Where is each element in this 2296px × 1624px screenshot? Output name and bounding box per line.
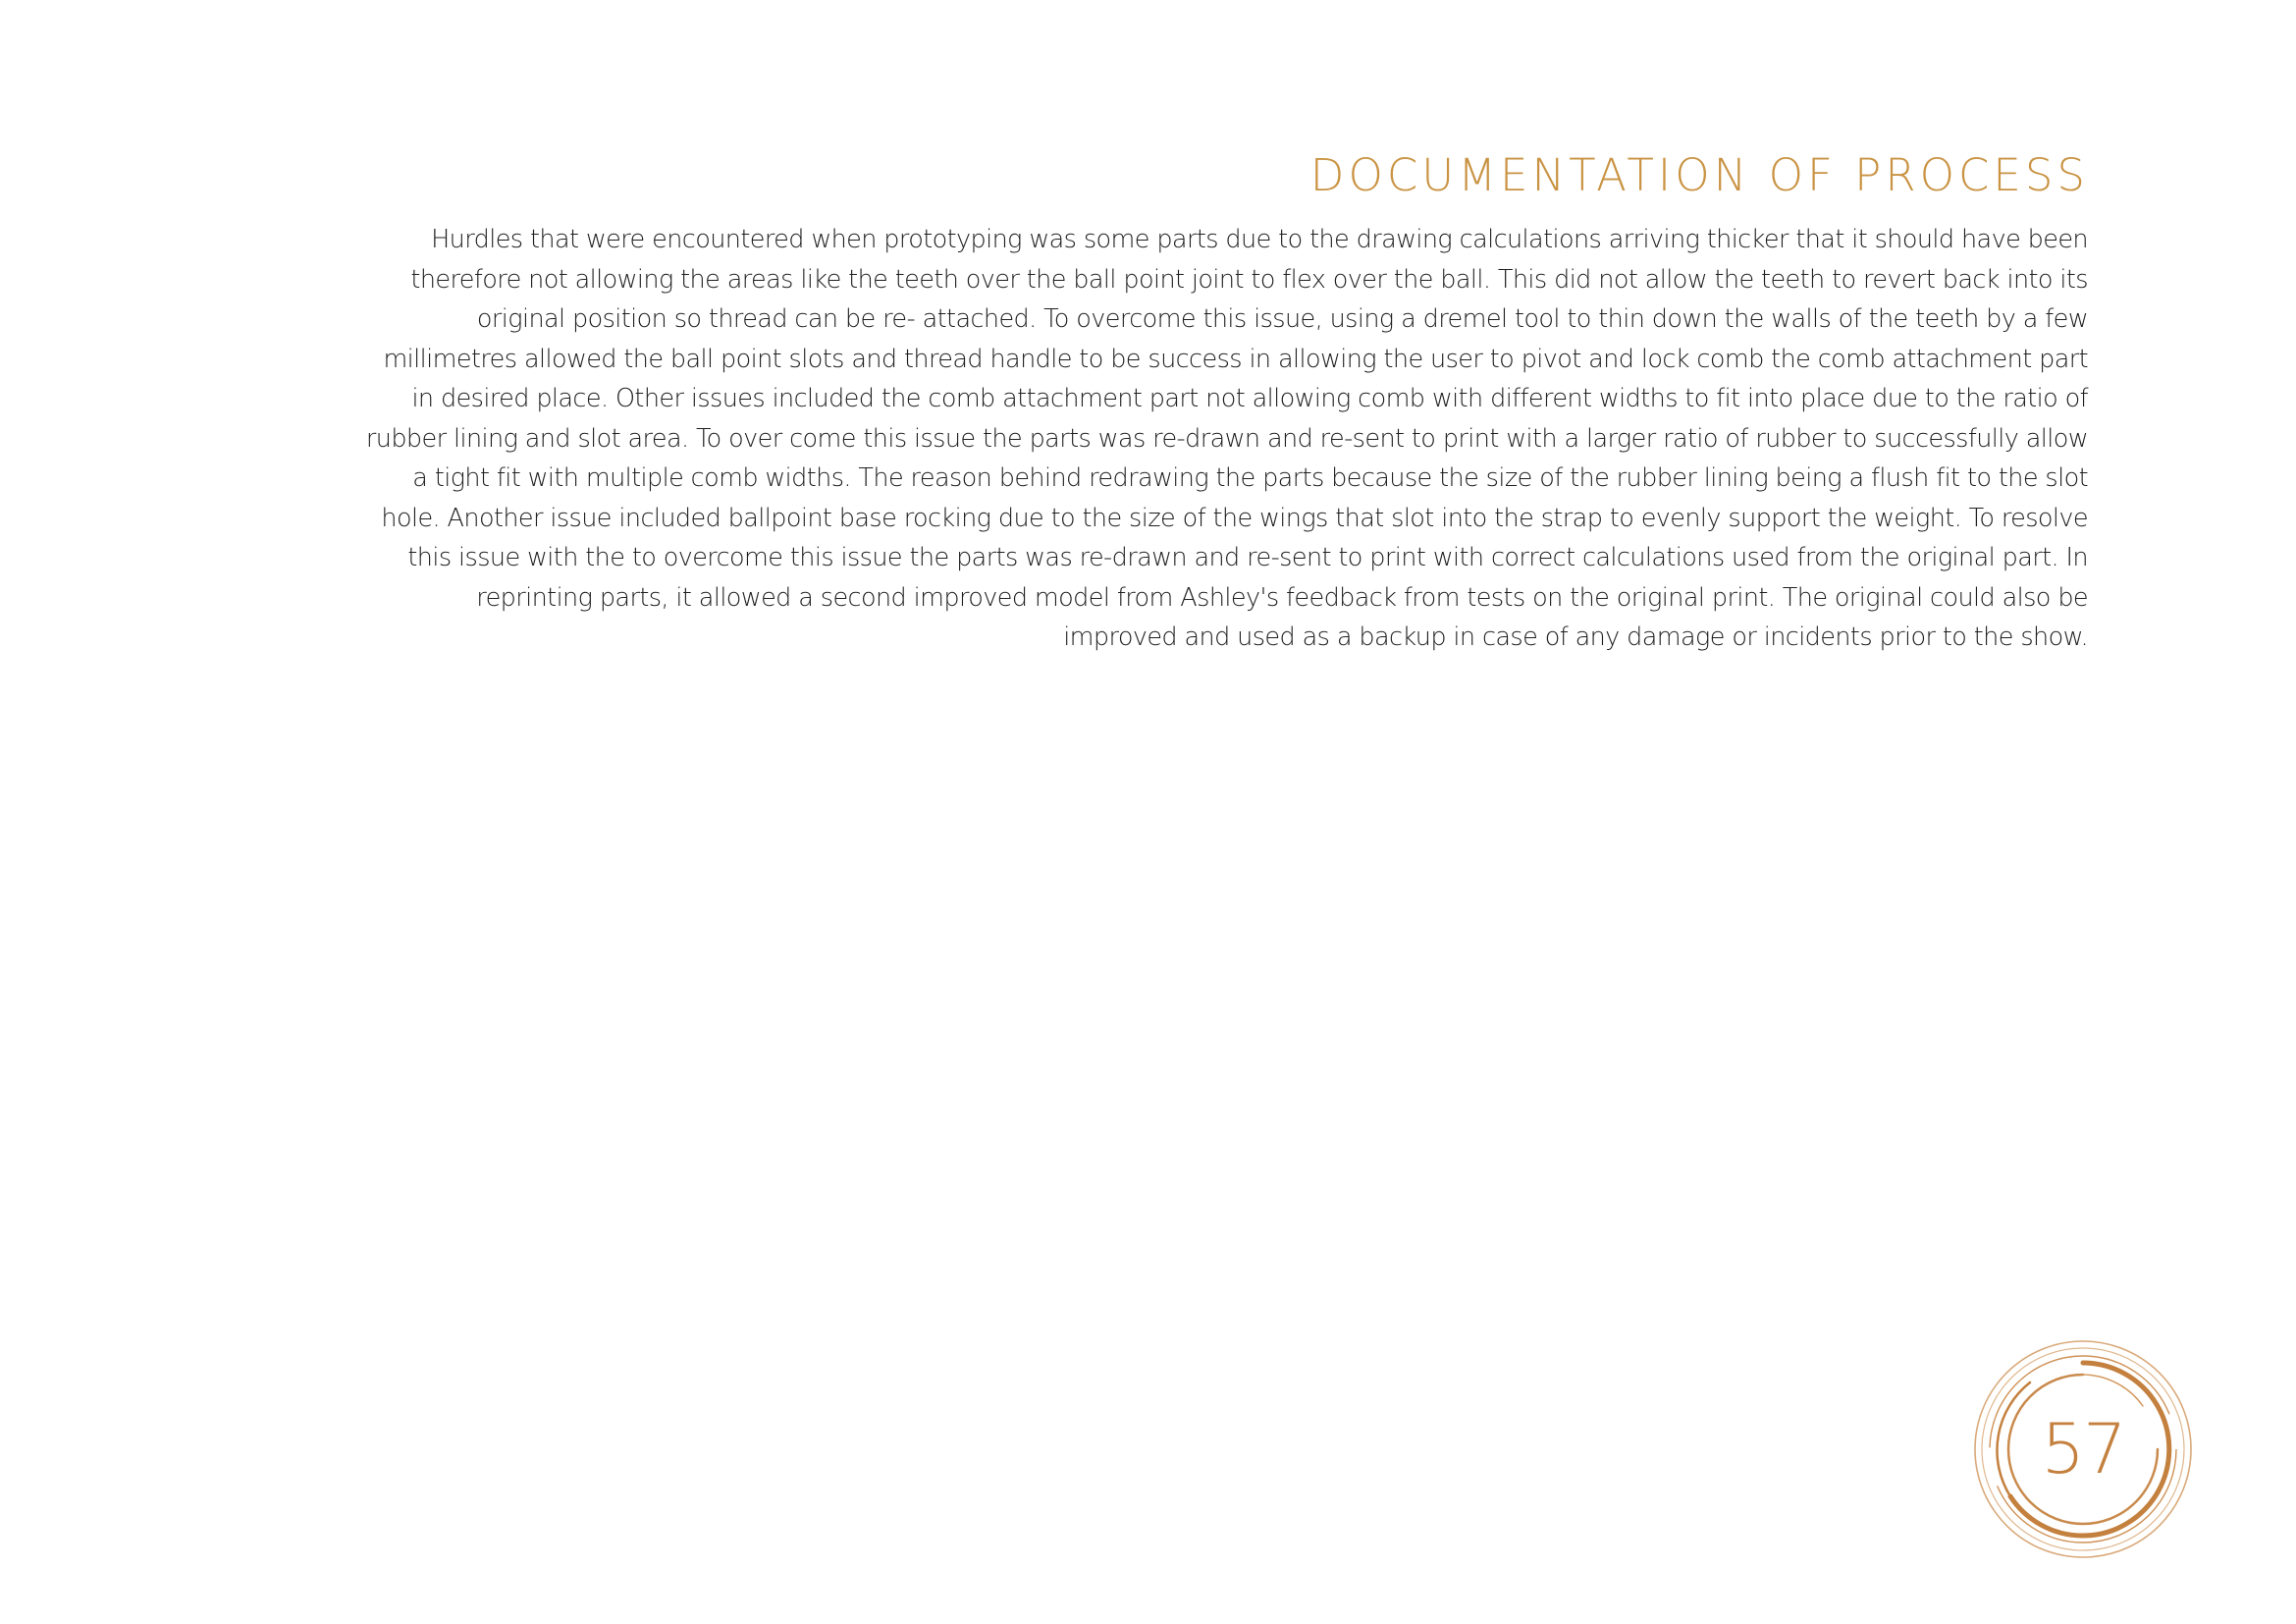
body-paragraph: Hurdles that were encountered when prototyping was some parts due to the drawing calculations arriving thicker that it should have been therefore not allowing the areas like the teeth over the ball point joint to flex over the ball. This did not allow the teeth to revert back into its original position so thread can be re- attached. To overcome this issue, using a dremel tool to thin down the walls of the teeth by a few millimetres allowed the ball point slots and thread handle to be success in allowing the user to pivot and lock comb the comb attachment part in desired place. Other issues included the comb attachment part not allowing comb with different widths to fit into place due to the ratio of rubber lining and slot area. To over come this issue the parts was re-drawn and re-sent to print with a larger ratio of rubber to successfully allow a tight fit with multiple comb widths. The reason behind redrawing the parts because the size of the rubber lining being a flush fit to the slot hole. Another issue included ballpoint base rocking due to the size of the wings that slot into the strap to evenly support the weight. To resolve this issue with the to overcome this issue the parts was re-drawn and re-sent to print with correct calculations used from the original part. In reprinting parts, it allowed a second improved model from Ashley's feedback from tests on the original print. The original could also be improved and used as a backup in case of any damage or incidents prior to the show.: [365, 225, 2088, 652]
page-number: 57: [2041, 1409, 2125, 1489]
page-number-badge: [1971, 1337, 2195, 1561]
page-title: DOCUMENTATION OF PROCESS: [1309, 149, 2089, 201]
